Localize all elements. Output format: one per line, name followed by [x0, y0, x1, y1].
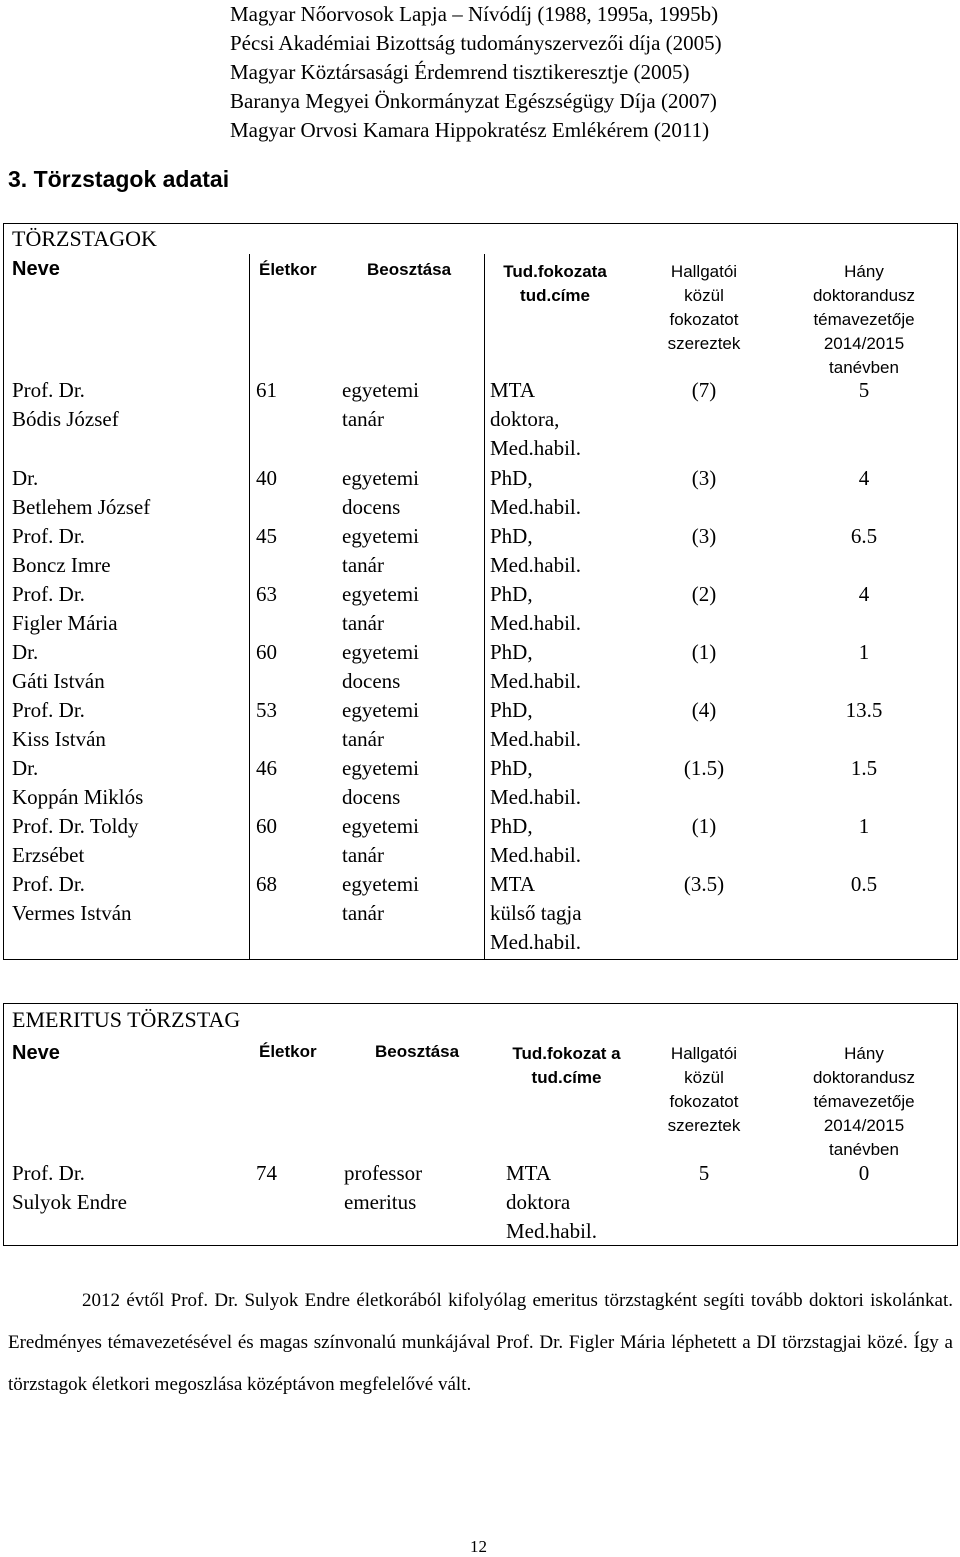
member-degree: Med.habil.	[490, 785, 581, 809]
header-doctorands: Hány doktorandusz témavezetője 2014/2015 tanévben	[812, 1044, 916, 1159]
member-degree: PhD,	[490, 698, 533, 722]
header-degree: Tud.fokozat a tud.címe	[512, 1044, 621, 1087]
header-age: Életkor	[259, 1042, 317, 1061]
member-position: tanár	[342, 611, 384, 635]
member-name: Koppán Miklós	[12, 785, 144, 809]
header-age: Életkor	[259, 260, 317, 279]
member-degree: doktora,	[490, 407, 560, 431]
member-name: Bódis József	[12, 407, 119, 431]
member-position: egyetemi	[342, 466, 419, 490]
member-students: (2)	[691, 582, 717, 606]
member-name: Erzsébet	[12, 843, 85, 867]
member-position: tanár	[342, 553, 384, 577]
member-students: (1)	[691, 640, 717, 664]
member-degree: külső tagja	[490, 901, 582, 925]
header-doctorands: Hány doktorandusz témavezetője 2014/2015 tanévben	[812, 262, 916, 377]
member-degree: Med.habil.	[490, 436, 581, 460]
member-position: professor	[344, 1161, 423, 1185]
member-degree: Med.habil.	[490, 495, 581, 519]
member-doctorands: 1	[858, 814, 870, 838]
member-age: 61	[256, 378, 277, 402]
member-students: (3.5)	[683, 872, 725, 896]
member-students: (7)	[691, 378, 717, 402]
column-divider	[484, 254, 485, 960]
header-name: Neve	[12, 1042, 60, 1064]
member-name: Vermes István	[12, 901, 132, 925]
column-divider	[249, 254, 250, 960]
member-degree: PhD,	[490, 756, 533, 780]
member-position: egyetemi	[342, 582, 419, 606]
member-students: (1)	[691, 814, 717, 838]
member-doctorands: 1	[858, 640, 870, 664]
emeritus-table	[3, 1003, 958, 1246]
member-position: tanár	[342, 407, 384, 431]
paragraph-text: 2012 évtől Prof. Dr. Sulyok Endre életkorából kifolyólag emeritus törzstagként segíti tovább doktori iskolánkat. Eredményes témavezetésével és magas színvonalú munkájával Prof. Dr. Figler Mária léphetett a DI törzstagjai közé. Így a törzstagok életkori megoszlása középtávon megfelelővé vált.	[8, 1290, 953, 1395]
member-position: egyetemi	[342, 640, 419, 664]
member-doctorands: 5	[858, 378, 870, 402]
member-age: 53	[256, 698, 277, 722]
header-name: Neve	[12, 258, 60, 280]
member-position: egyetemi	[342, 524, 419, 548]
award-item: Baranya Megyei Önkormányzat Egészségügy Díja (2007)	[230, 89, 717, 113]
member-degree: Med.habil.	[490, 669, 581, 693]
member-degree: Med.habil.	[506, 1219, 597, 1243]
member-age: 40	[256, 466, 277, 490]
member-name: Gáti István	[12, 669, 105, 693]
member-age: 68	[256, 872, 277, 896]
member-name: Prof. Dr.	[12, 582, 85, 606]
member-students: (1.5)	[683, 756, 725, 780]
member-name: Boncz Imre	[12, 553, 111, 577]
member-name: Kiss István	[12, 727, 106, 751]
member-age: 63	[256, 582, 277, 606]
member-age: 74	[256, 1161, 277, 1185]
member-students: (3)	[691, 524, 717, 548]
member-name: Dr.	[12, 466, 39, 490]
member-degree: Med.habil.	[490, 611, 581, 635]
member-position: egyetemi	[342, 756, 419, 780]
header-degree: Tud.fokozata tud.címe	[503, 262, 607, 305]
torzstagok-table	[3, 223, 958, 960]
header-students: Hallgatói közül fokozatot szereztek	[667, 262, 741, 353]
member-position: tanár	[342, 727, 384, 751]
member-degree: doktora	[506, 1190, 571, 1214]
member-name: Prof. Dr.	[12, 872, 85, 896]
member-doctorands: 4	[858, 582, 870, 606]
summary-paragraph	[8, 1280, 953, 1406]
member-doctorands: 13.5	[845, 698, 883, 722]
member-position: tanár	[342, 843, 384, 867]
member-degree: Med.habil.	[490, 553, 581, 577]
member-age: 60	[256, 640, 277, 664]
member-degree: MTA	[490, 378, 535, 402]
member-name: Prof. Dr.	[12, 378, 85, 402]
section-heading: 3. Törzstagok adatai	[8, 166, 230, 192]
member-name: Prof. Dr.	[12, 1161, 85, 1185]
member-degree: MTA	[506, 1161, 551, 1185]
award-item: Pécsi Akadémiai Bizottság tudományszervezői díja (2005)	[230, 31, 722, 55]
member-degree: MTA	[490, 872, 535, 896]
member-doctorands: 0.5	[850, 872, 878, 896]
header-position: Beosztása	[367, 260, 452, 279]
member-position: egyetemi	[342, 698, 419, 722]
member-name: Betlehem József	[12, 495, 151, 519]
member-age: 45	[256, 524, 277, 548]
member-name: Prof. Dr.	[12, 698, 85, 722]
header-position: Beosztása	[375, 1042, 460, 1061]
table-title: EMERITUS TÖRZSTAG	[12, 1007, 241, 1032]
member-doctorands: 6.5	[850, 524, 878, 548]
member-position: docens	[342, 785, 401, 809]
member-name: Prof. Dr. Toldy	[12, 814, 139, 838]
member-age: 60	[256, 814, 277, 838]
member-name: Dr.	[12, 756, 39, 780]
member-students: (4)	[691, 698, 717, 722]
member-position: egyetemi	[342, 872, 419, 896]
member-name: Dr.	[12, 640, 39, 664]
member-doctorands: 4	[858, 466, 870, 490]
award-item: Magyar Köztársasági Érdemrend tisztikeresztje (2005)	[230, 60, 690, 84]
member-students: 5	[698, 1161, 710, 1185]
member-degree: PhD,	[490, 524, 533, 548]
award-item: Magyar Nőorvosok Lapja – Nívódíj (1988, 1995a, 1995b)	[230, 2, 719, 26]
page-number: 12	[470, 1537, 487, 1556]
member-name: Figler Mária	[12, 611, 118, 635]
award-item: Magyar Orvosi Kamara Hippokratész Emlékérem (2011)	[230, 118, 710, 142]
member-degree: Med.habil.	[490, 727, 581, 751]
member-degree: Med.habil.	[490, 930, 581, 954]
member-degree: PhD,	[490, 582, 533, 606]
table-title: TÖRZSTAGOK	[12, 226, 157, 251]
member-degree: PhD,	[490, 640, 533, 664]
member-position: emeritus	[344, 1190, 417, 1214]
member-position: docens	[342, 495, 401, 519]
member-position: tanár	[342, 901, 384, 925]
member-age: 46	[256, 756, 277, 780]
member-doctorands: 1.5	[850, 756, 878, 780]
member-students: (3)	[691, 466, 717, 490]
member-position: egyetemi	[342, 814, 419, 838]
member-doctorands: 0	[858, 1161, 870, 1185]
awards-list	[230, 0, 722, 145]
member-name: Sulyok Endre	[12, 1190, 127, 1214]
member-name: Prof. Dr.	[12, 524, 85, 548]
member-position: egyetemi	[342, 378, 419, 402]
header-students: Hallgatói közül fokozatot szereztek	[667, 1044, 741, 1135]
member-degree: PhD,	[490, 466, 533, 490]
member-degree: Med.habil.	[490, 843, 581, 867]
member-position: docens	[342, 669, 401, 693]
member-degree: PhD,	[490, 814, 533, 838]
